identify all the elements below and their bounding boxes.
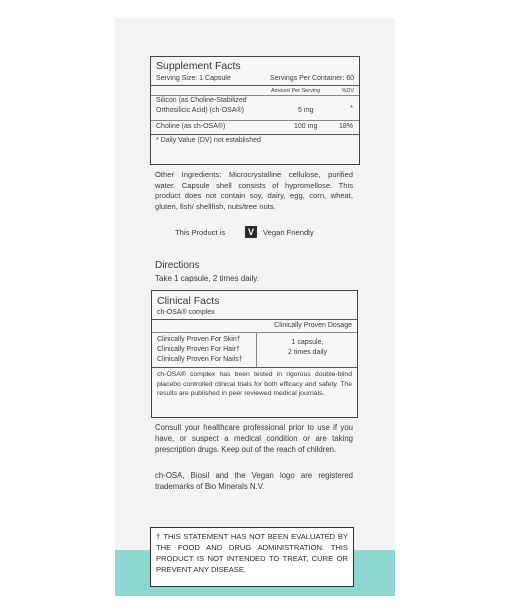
claim-skin: Clinically Proven For Skin†: [157, 336, 241, 343]
directions-text: Take 1 capsule, 2 times daily.: [155, 274, 259, 283]
vegan-label: This Product is: [175, 228, 226, 237]
serving-size: Serving Size: 1 Capsule: [156, 75, 231, 82]
dv-footnote: * Daily Value (DV) not established: [156, 137, 261, 144]
product-box-panel: [115, 18, 395, 596]
divider: [151, 120, 359, 121]
fda-disclaimer: † THIS STATEMENT HAS NOT BEEN EVALUATED BY THE FOOD AND DRUG ADMINISTRATION. THIS PRODUCT IS NOT INTENDED TO TREAT, CURE OR PREVENT ANY DISEASE.: [150, 527, 354, 587]
divider: [151, 134, 359, 135]
divider: [152, 332, 357, 333]
clinical-facts-subtitle: ch-OSA® complex: [157, 309, 215, 316]
vegan-text: Vegan Friendly: [263, 228, 314, 237]
divider: [152, 319, 357, 320]
clinical-facts-title: Clinical Facts: [157, 295, 220, 307]
silicon-name-line2: Orthosilicic Acid) (ch-OSA®): [156, 107, 245, 114]
claim-nails: Clinically Proven For Nails†: [157, 356, 243, 363]
divider: [152, 367, 357, 368]
choline-name: Choline (as ch-OSA®): [156, 123, 226, 130]
silicon-amount: 5 mg: [298, 107, 314, 114]
amount-header: Amount Per Serving: [271, 88, 321, 94]
trademark-notice: ch-OSA, Biosil and the Vegan logo are registered trademarks of Bio Minerals N.V.: [155, 471, 353, 491]
silicon-dv: *: [350, 105, 353, 112]
choline-dv: 18%: [338, 123, 353, 130]
divider: [151, 85, 359, 86]
servings-per-container: Servings Per Container: 60: [269, 75, 354, 82]
dosage-line2: 2 times daily: [288, 349, 327, 356]
other-ingredients: Other Ingredients: Microcrystalline cellulose, purified water. Capsule shell consists of hypromellose. This product does not contain soy, dairy, egg, corn, wheat, gluten, fish/ shellfish, nuts/tree nuts.: [155, 170, 353, 211]
dv-header: %DV: [341, 88, 354, 94]
choline-amount: 100 mg: [294, 123, 318, 130]
clinical-description: ch-OSA® complex has been tested in rigorous double-blind placebo controlled clinical trials for both efficacy and safety. The results are published in peer reviewed medical journals.: [157, 371, 352, 397]
claim-hair: Clinically Proven For Hair†: [157, 346, 240, 353]
dosage-header: Clinically Proven Dosage: [274, 322, 352, 329]
consult-warning: Consult your healthcare professional prior to use if you have, or suspect a medical condition or are taking prescription drugs. Keep out of the reach of children.: [155, 423, 353, 454]
silicon-name-line1: Silicon (as Choline-Stabilized: [156, 97, 247, 104]
dosage-line1: 1 capsule,: [291, 339, 324, 346]
vegan-logo-icon: V: [245, 226, 257, 238]
column-divider: [256, 333, 257, 367]
divider: [151, 95, 359, 96]
directions-title: Directions: [155, 260, 200, 271]
clinical-facts-panel: [151, 290, 358, 418]
supplement-facts-panel: [150, 56, 360, 165]
supplement-facts-title: Supplement Facts: [156, 60, 241, 72]
